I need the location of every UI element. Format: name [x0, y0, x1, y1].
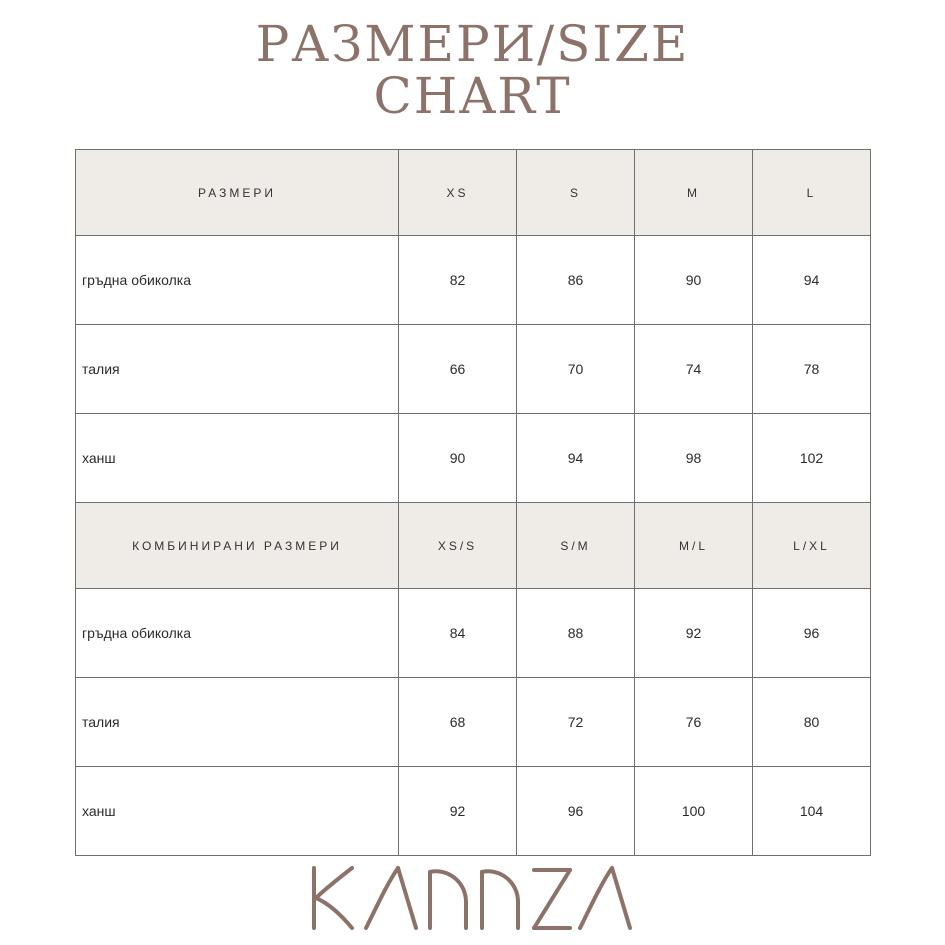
size-chart-table [75, 149, 871, 856]
table-cell: 66 [399, 325, 517, 414]
table-cell: 98 [635, 414, 753, 503]
header-cell: XS/S [399, 503, 517, 589]
table-cell: 84 [399, 589, 517, 678]
table-cell: 70 [517, 325, 635, 414]
kannza-logo-icon [308, 862, 638, 934]
table-row [76, 325, 871, 414]
table-cell: 90 [635, 236, 753, 325]
header-cell: M/L [635, 503, 753, 589]
table-cell: 74 [635, 325, 753, 414]
table-cell: 94 [753, 236, 871, 325]
header-cell: M [635, 150, 753, 236]
measurement-label: ханш [76, 767, 399, 856]
title-line-1: РАЗМЕРИ/SIZE [255, 15, 690, 73]
table-row [76, 589, 871, 678]
header-cell: XS [399, 150, 517, 236]
table-header-sizes [76, 150, 871, 236]
table-row [76, 236, 871, 325]
table-cell: 102 [753, 414, 871, 503]
table-cell: 88 [517, 589, 635, 678]
header-cell: КОМБИНИРАНИ РАЗМЕРИ [76, 503, 399, 589]
table-row [76, 678, 871, 767]
header-cell: S/M [517, 503, 635, 589]
title-line-2: CHART [373, 67, 572, 125]
table-cell: 92 [635, 589, 753, 678]
header-cell: L/XL [753, 503, 871, 589]
table-cell: 92 [399, 767, 517, 856]
table-row [76, 414, 871, 503]
measurement-label: гръдна обиколка [76, 589, 399, 678]
measurement-label: ханш [76, 414, 399, 503]
table-cell: 68 [399, 678, 517, 767]
header-cell: S [517, 150, 635, 236]
table-cell: 96 [753, 589, 871, 678]
measurement-label: талия [76, 325, 399, 414]
measurement-label: гръдна обиколка [76, 236, 399, 325]
table-row [76, 767, 871, 856]
table-cell: 78 [753, 325, 871, 414]
table-cell: 76 [635, 678, 753, 767]
measurement-label: талия [76, 678, 399, 767]
table-cell: 104 [753, 767, 871, 856]
header-cell: L [753, 150, 871, 236]
table-header-combined-sizes [76, 503, 871, 589]
table-cell: 80 [753, 678, 871, 767]
table-cell: 94 [517, 414, 635, 503]
table-cell: 86 [517, 236, 635, 325]
table-cell: 82 [399, 236, 517, 325]
table-cell: 90 [399, 414, 517, 503]
table-cell: 100 [635, 767, 753, 856]
header-cell: РАЗМЕРИ [76, 150, 399, 236]
table-cell: 96 [517, 767, 635, 856]
brand-logo [0, 862, 945, 934]
page-title [0, 15, 945, 125]
table-cell: 72 [517, 678, 635, 767]
